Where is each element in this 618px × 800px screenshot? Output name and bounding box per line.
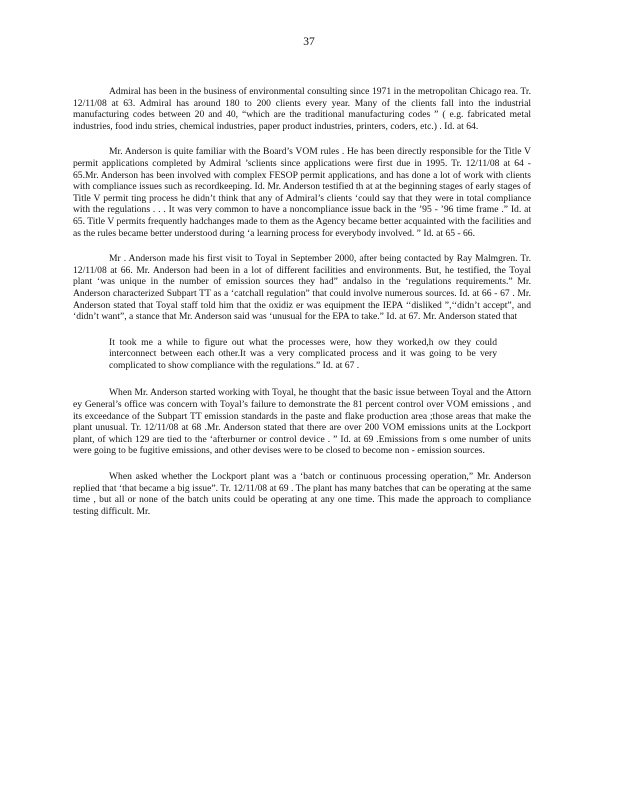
paragraph-admiral-background: Admiral has been in the business of environmental consulting since 1971 in the metropolitan Chicago rea. Tr. 12/11/08 at 63. Admiral has around 180 to 200 clients every year. Many of the clients fall into the industrial manufacturing codes between 20 and 40, “which are the traditional manufacturing codes ” ( e.g. fabricated metal industries, food indu stries, chemical industries, paper product industries, printers, coders, etc.) . Id. at 64.: [73, 86, 531, 132]
block-quote: It took me a while to figure out what the processes were, how they worked,h ow they could interconnect between each other.It was a very complicated process and it was going to be very complicated to show compliance with the regulations.” Id. at 67 .: [109, 336, 497, 371]
page-number: 37: [303, 36, 315, 48]
document-body: [73, 86, 531, 517]
paragraph-first-visit-toyal: Mr . Anderson made his first visit to Toyal in September 2000, after being contacted by Ray Malmgren. Tr. 12/11/08 at 66. Mr. Anderson had been in a lot of different facilities and environments. But, he testified, the Toyal plant ‘was unique in the number of emission sources they had” andalso in the ‘regulations requirements.” Mr. Anderson characterized Subpart TT as a ‘catchall regulation” that could involve numerous sources. Id. at 66 - 67 . Mr. Anderson stated that Toyal staff told him that the oxidiz er was equipment the IEPA ‘‘disliked ”,‘‘didn’t accept”, and ‘didn’t want”, a stance that Mr. Anderson said was ‘unusual for the EPA to take.” Id. at 67. Mr. Anderson stated that: [73, 253, 531, 323]
paragraph-attorney-general-concern: When Mr. Anderson started working with Toyal, he thought that the basic issue between Toyal and the Attorn ey General’s office was concern with Toyal’s failure to demonstrate the 81 percent control over VOM emissions , and its exceedance of the Subpart TT emission standards in the paste and flake production area ;those areas that make the plant unusual. Tr. 12/11/08 at 68 .Mr. Anderson stated that there are over 200 VOM emissions units at the Lockport plant, of which 129 are tied to the ‘afterburner or control device . ” Id. at 69 .Emissions from s ome number of units were going to be fugitive emissions, and other devises were to be closed to become non - emission sources.: [73, 387, 531, 457]
paragraph-anderson-vom-rules: Mr. Anderson is quite familiar with the Board’s VOM rules . He has been directly responsible for the Title V permit applications completed by Admiral ’sclients since applications were first due in 1995. Tr. 12/11/08 at 64 - 65.Mr. Anderson has been involved with complex FESOP permit applications, and has done a lot of work with clients with compliance issues such as recordkeeping. Id. Mr. Anderson testified th at at the beginning stages of early stages of Title V permit ting process he didn’t think that any of Admiral’s clients ‘could say that they were in total compliance with the regulations . . . It was very common to have a noncompliance issue back in the ’95 - ’96 time frame .” Id. at 65. Title V permits frequently hadchanges made to them as the Agency became better acquainted with the facilities and as the rules became better understood during ‘a learning process for everybody involved. ” Id. at 65 - 66.: [73, 146, 531, 239]
paragraph-batch-processing: When asked whether the Lockport plant was a ‘batch or continuous processing operation,” Mr. Anderson replied that ‘that became a big issue”. Tr. 12/11/08 at 69 . The plant has many batches that can be operating at the same time , but all or none of the batch units could be operating at any one time. This made the approach to compliance testing difficult. Mr.: [73, 471, 531, 517]
